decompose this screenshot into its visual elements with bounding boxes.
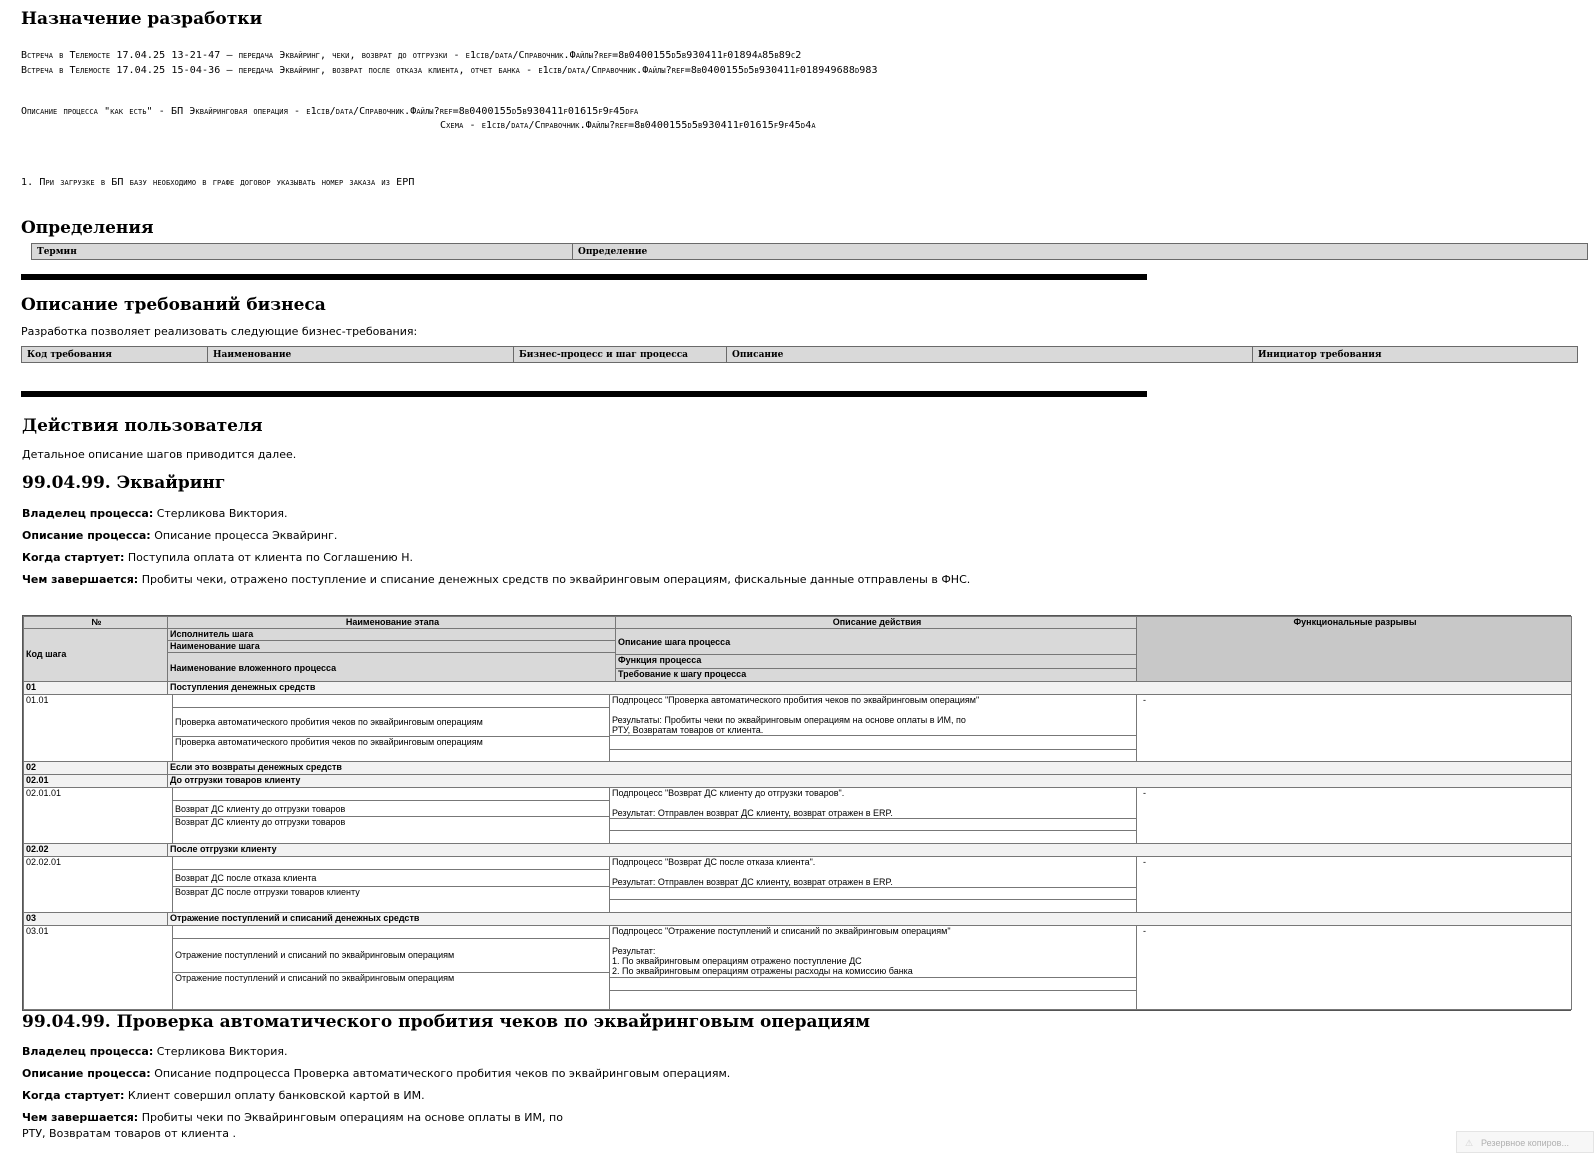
header-step-name: Наименование шага (167, 640, 616, 653)
step-requirement (609, 990, 1137, 1010)
step-gaps: - (1136, 787, 1572, 844)
definitions-table (31, 243, 1588, 260)
step-name: Отражение поступлений и списаний по эквайринговым операциям (172, 938, 610, 973)
step-code: 02.01.01 (23, 787, 173, 844)
header-action: Описание действия (615, 616, 1137, 629)
business-intro: Разработка позволяет реализовать следующие бизнес-требования: (21, 325, 418, 338)
group-row-code: 02 (23, 761, 168, 775)
section-title-definitions: Определения (21, 218, 154, 238)
warning-icon: ⚠ (1465, 1138, 1474, 1148)
definitions-header-term: Термин (32, 244, 573, 260)
schema-link[interactable]: Схема - e1cib/data/Справочник.Файлы?ref=8b0400155d5b930411f01615f9f45d4a (440, 120, 816, 131)
group-row-code: 02.02 (23, 843, 168, 857)
section-divider (21, 274, 1147, 280)
header-gaps: Функциональные разрывы (1136, 616, 1572, 682)
group-row-name: Отражение поступлений и списаний денежных средств (167, 912, 1572, 926)
step-gaps: - (1136, 856, 1572, 913)
header-function: Функция процесса (615, 654, 1137, 669)
step-code: 03.01 (23, 925, 173, 1010)
process-start: Когда стартует: Клиент совершил оплату банковской картой в ИМ. (22, 1089, 425, 1102)
definitions-header-definition: Определение (573, 244, 1588, 260)
step-nested-process: Возврат ДС после отгрузки товаров клиенту (172, 886, 610, 913)
note-1: 1. При загрузке в БП базу необходимо в графе договор указывать номер заказа из ЕРП (21, 177, 415, 188)
step-executor (172, 694, 610, 708)
section-title-business: Описание требований бизнеса (21, 295, 326, 315)
step-gaps: - (1136, 925, 1572, 1010)
header-executor: Исполнитель шага (167, 628, 616, 641)
process-owner: Владелец процесса: Стерликова Виктория. (22, 1045, 288, 1058)
step-function (609, 735, 1137, 750)
step-code: 01.01 (23, 694, 173, 762)
step-requirement (609, 830, 1137, 844)
process-description: Описание процесса: Описание процесса Эквайринг. (22, 529, 338, 542)
backup-notification[interactable]: ⚠ Резервное копиров... (1456, 1131, 1594, 1153)
business-header-description: Описание (727, 347, 1253, 363)
meeting-link-1[interactable]: Встреча в Телемосте 17.04.25 13-21-47 — передача Эквайринг, чеки, возврат до отгрузки - e1cib/data/Справочник.Файлы?ref=8b0400155d5b930411f01894a85b89c2 (21, 50, 802, 61)
header-stage: Наименование этапа (167, 616, 616, 629)
section-divider (21, 391, 1147, 397)
process-description: Описание процесса: Описание подпроцесса Проверка автоматического пробития чеков по эквайринговым операциям. (22, 1067, 731, 1080)
step-gaps: - (1136, 694, 1572, 762)
business-header-process: Бизнес-процесс и шаг процесса (514, 347, 727, 363)
step-requirement (609, 899, 1137, 913)
section-title-actions: Действия пользователя (22, 416, 263, 436)
step-name: Проверка автоматического пробития чеков по эквайринговым операциям (172, 707, 610, 737)
step-executor (172, 925, 610, 939)
step-code: 02.02.01 (23, 856, 173, 913)
group-row-name: До отгрузки товаров клиенту (167, 774, 1572, 788)
process-start: Когда стартует: Поступила оплата от клиента по Соглашению Н. (22, 551, 413, 564)
step-name: Возврат ДС после отказа клиента (172, 869, 610, 887)
group-row-name: После отгрузки клиенту (167, 843, 1572, 857)
header-num: № (23, 616, 168, 629)
group-row-name: Поступления денежных средств (167, 681, 1572, 695)
process-description-link[interactable]: Описание процесса "как есть" - БП Эквайринговая операция - e1cib/data/Справочник.Файлы?ref=8b0400155d5b930411f01615f9f45dfa (21, 106, 639, 117)
step-description: Подпроцесс "Проверка автоматического пробития чеков по эквайринговым операциям" Результаты: Пробиты чеки по эквайринговым операциям на основе оплаты в ИМ, по РТУ, Возвратам товаров от клиента. (609, 694, 1137, 736)
meeting-link-2[interactable]: Встреча в Телемосте 17.04.25 15-04-36 — передача Эквайринг, возврат после отказа клиента, отчет банка - e1cib/data/Справочник.Файлы?ref=8b0400155d5b930411f018949688d983 (21, 65, 878, 76)
step-nested-process: Проверка автоматического пробития чеков по эквайринговым операциям (172, 736, 610, 762)
section-title-purpose: Назначение разработки (21, 9, 263, 29)
header-requirement: Требование к шагу процесса (615, 668, 1137, 682)
step-description: Подпроцесс "Возврат ДС после отказа клиента". Результат: Отправлен возврат ДС клиенту, возврат отражен в ERP. (609, 856, 1137, 888)
process-steps-table (22, 615, 1571, 1011)
actions-intro: Детальное описание шагов приводится далее. (22, 448, 297, 461)
process-title-acquiring: 99.04.99. Эквайринг (22, 473, 226, 493)
header-nested-process: Наименование вложенного процесса (167, 652, 616, 682)
process-owner: Владелец процесса: Стерликова Виктория. (22, 507, 288, 520)
process-title-check-verification: 99.04.99. Проверка автоматического пробития чеков по эквайринговым операциям (22, 1012, 871, 1032)
step-description: Подпроцесс "Отражение поступлений и списаний по эквайринговым операциям" Результат: 1. По эквайринговым операциям отражено поступление ДС 2. По эквайринговым операциям отражены расходы на комиссию банка (609, 925, 1137, 978)
step-name: Возврат ДС клиенту до отгрузки товаров (172, 800, 610, 817)
step-function (609, 977, 1137, 991)
group-row-code: 02.01 (23, 774, 168, 788)
step-nested-process: Отражение поступлений и списаний по эквайринговым операциям (172, 972, 610, 1010)
step-nested-process: Возврат ДС клиенту до отгрузки товаров (172, 816, 610, 844)
header-step-code: Код шага (23, 628, 168, 682)
step-description: Подпроцесс "Возврат ДС клиенту до отгрузки товаров". Результат: Отправлен возврат ДС клиенту, возврат отражен в ERP. (609, 787, 1137, 819)
business-header-code: Код требования (22, 347, 208, 363)
process-end-continued: РТУ, Возвратам товаров от клиента . (22, 1127, 236, 1140)
step-executor (172, 856, 610, 870)
business-requirements-table (21, 346, 1578, 363)
header-step-description: Описание шага процесса (615, 628, 1137, 655)
group-row-name: Если это возвраты денежных средств (167, 761, 1572, 775)
process-end: Чем завершается: Пробиты чеки по Эквайринговым операциям на основе оплаты в ИМ, по (22, 1111, 563, 1124)
business-header-initiator: Инициатор требования (1253, 347, 1578, 363)
business-header-name: Наименование (208, 347, 514, 363)
group-row-code: 03 (23, 912, 168, 926)
process-end: Чем завершается: Пробиты чеки, отражено поступление и списание денежных средств по эквайринговым операциям, фискальные данные отправлены в ФНС. (22, 573, 971, 586)
group-row-code: 01 (23, 681, 168, 695)
step-executor (172, 787, 610, 801)
